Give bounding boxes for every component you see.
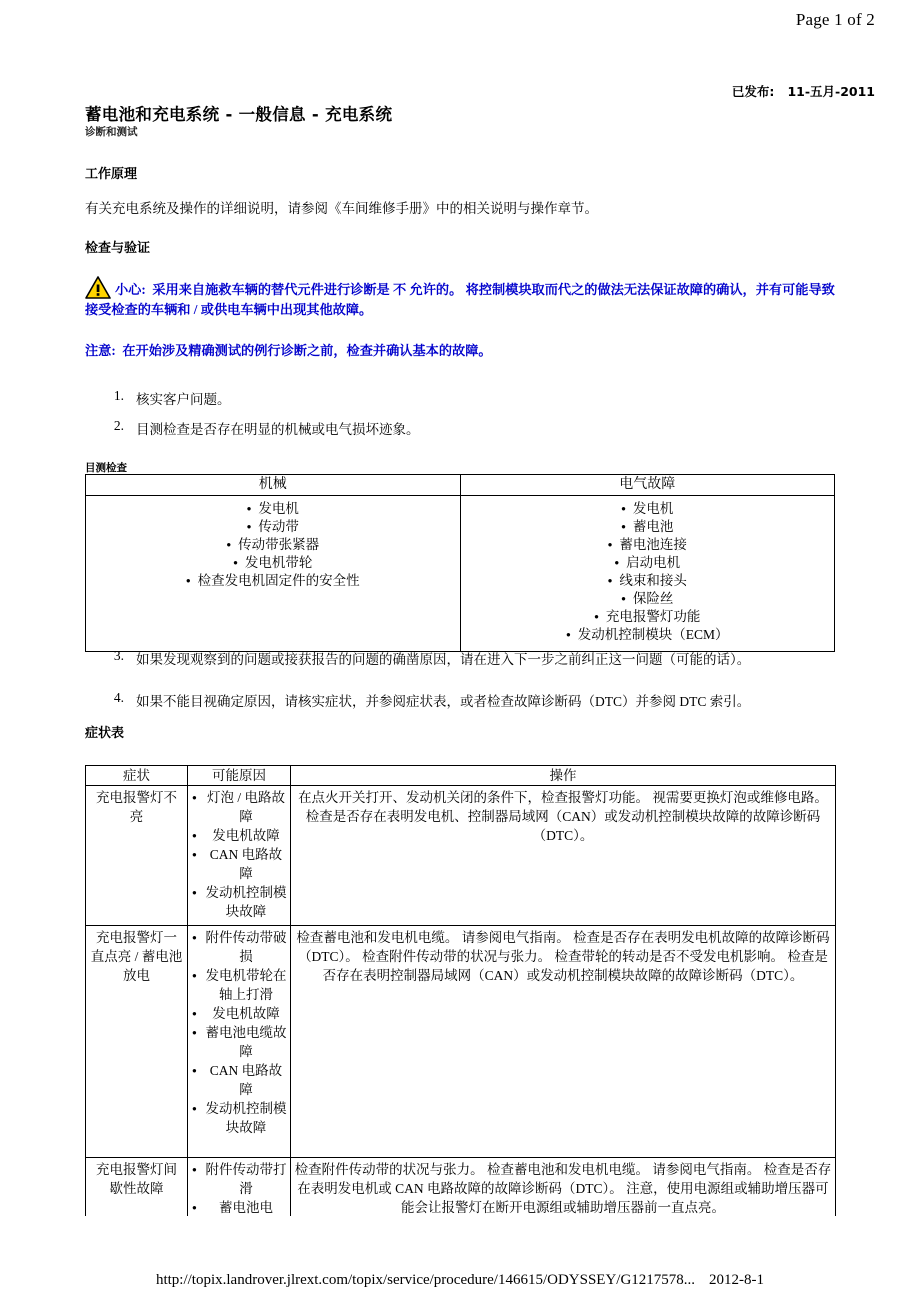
section-heading-principle: 工作原理 — [85, 167, 138, 182]
symptom-chart-table — [85, 765, 836, 1258]
list-item: ● 蓄电池连接 — [461, 536, 835, 554]
step-text: 如果不能目视确定原因，请核实症状，并参阅症状表，或者检查故障诊断码（DTC）并参阅 DTC 索引。 — [136, 694, 751, 709]
table-header-row — [86, 766, 836, 786]
table-header-row — [86, 475, 835, 496]
list-item: ● 发动机控制模块故障 — [190, 1099, 288, 1137]
published-date — [732, 82, 875, 100]
step-text: 核实客户问题。 — [136, 392, 231, 407]
list-item: ● 附件传动带破损 — [190, 928, 288, 966]
causes-list — [190, 788, 288, 921]
list-item: ● 发电机带轮在轴上打滑 — [190, 966, 288, 1004]
section-text-principle: 有关充电系统及操作的详细说明，请参阅《车间维修手册》中的相关说明与操作章节。 — [85, 201, 598, 216]
table-row — [86, 786, 836, 926]
list-item: ● 发电机故障 — [190, 826, 288, 845]
step-item — [100, 648, 750, 668]
page-number: Page 1 of 2 — [795, 10, 875, 29]
note-label: 注意: — [85, 343, 116, 358]
step-number: 1. — [113, 388, 124, 403]
list-item: ● 发电机故障 — [190, 1004, 288, 1023]
list-item: ● 检查发电机固定件的安全性 — [86, 572, 460, 590]
footer-url: http://topix.landrover.jlrext.com/topix/service/procedure/146615/ODYSSEY/G1217578... — [155, 1272, 696, 1288]
column-header-mechanical: 机械 — [86, 475, 461, 496]
published-label: 已发布: — [731, 84, 775, 99]
symptom-cell: 充电报警灯间歇性故障 — [86, 1158, 188, 1258]
footer-date: 2012-8-1 — [709, 1272, 765, 1288]
list-item: ● 启动电机 — [461, 554, 835, 572]
action-cell: 检查蓄电池和发电机电缆。 请参阅电气指南。 检查是否存在表明发电机故障的故障诊断码（DTC）。 检查附件传动带的状况与张力。 检查带轮的转动是否不受发电机影响。 检查是否存在表明控制器局域网（CAN）或发动机控制模块故障的故障诊断码（DTC）。 — [291, 926, 836, 1158]
symptom-cell: 充电报警灯不亮 — [86, 786, 188, 926]
action-cell: 在点火开关打开、发动机关闭的条件下，检查报警灯功能。 视需要更换灯泡或维修电路。 检查是否存在表明发电机、控制器局域网（CAN）或发动机控制模块故障的故障诊断码（DTC）。 — [291, 786, 836, 926]
electrical-list — [461, 500, 835, 644]
action-cell: 检查附件传动带的状况与张力。 检查蓄电池和发电机电缆。 请参阅电气指南。 检查是否存在表明发电机或 CAN 电路故障的故障诊断码（DTC）。 注意，使用电源组或辅助增压器可能会让报警灯在断开电源组或辅助增压器前一直点亮。 — [291, 1158, 836, 1258]
list-item: ● 蓄电池电缆故障 — [190, 1023, 288, 1061]
causes-cell — [188, 926, 291, 1158]
list-item: ● 保险丝 — [461, 590, 835, 608]
step-item — [100, 418, 420, 438]
column-header-symptom: 症状 — [86, 766, 188, 786]
section-heading-inspection: 检查与验证 — [85, 241, 151, 256]
list-item: ● 传动带张紧器 — [86, 536, 460, 554]
electrical-cell — [460, 496, 835, 652]
list-item: ● 发电机 — [86, 500, 460, 518]
causes-list — [190, 928, 288, 1137]
list-item: ● 附件传动带打滑 — [190, 1160, 288, 1198]
visual-inspection-caption: 目测检查 — [85, 462, 127, 474]
causes-cell — [188, 786, 291, 926]
table-row — [86, 926, 836, 1158]
caution-text: 采用来自施救车辆的替代元件进行诊断是 不 允许的。 将控制模块取而代之的做法无法保证故障的确认，并有可能导致接受检查的车辆和 / 或供电车辆中出现其他故障。 — [85, 282, 835, 317]
column-header-possible-cause: 可能原因 — [188, 766, 291, 786]
symptom-cell: 充电报警灯一直点亮 / 蓄电池放电 — [86, 926, 188, 1158]
step-text: 目测检查是否存在明显的机械或电气损坏迹象。 — [136, 422, 420, 437]
column-header-action: 操作 — [291, 766, 836, 786]
visual-inspection-table — [85, 474, 835, 652]
page-footer — [0, 1272, 920, 1289]
step-number: 4. — [113, 690, 124, 705]
mechanical-cell — [86, 496, 461, 652]
list-item: ● 线束和接头 — [461, 572, 835, 590]
caution-label: 小心: — [115, 282, 146, 297]
section-heading-symptom-chart: 症状表 — [85, 726, 125, 741]
list-item: ● 发动机控制模块故障 — [190, 883, 288, 921]
list-item: ● 发电机 — [461, 500, 835, 518]
step-text: 如果发现观察到的问题或接获报告的问题的确凿原因，请在进入下一步之前纠正这一问题（可能的话）。 — [136, 652, 751, 667]
mechanical-list — [86, 500, 460, 590]
caution-block — [85, 276, 837, 320]
list-item: ● 发电机带轮 — [86, 554, 460, 572]
list-item: ● 蓄电池电 — [190, 1198, 288, 1217]
list-item: ● 发动机控制模块（ECM） — [461, 626, 835, 644]
page-title: 蓄电池和充电系统 - 一般信息 - 充电系统 — [85, 105, 393, 124]
list-item: ● CAN 电路故障 — [190, 845, 288, 883]
list-item: ● 灯泡 / 电路故障 — [190, 788, 288, 826]
list-item: ● CAN 电路故障 — [190, 1061, 288, 1099]
step-number: 2. — [113, 418, 124, 433]
causes-list — [190, 1160, 288, 1217]
table-row — [86, 496, 835, 652]
list-item: ● 充电报警灯功能 — [461, 608, 835, 626]
column-header-electrical: 电气故障 — [460, 475, 835, 496]
page-break-mask — [0, 1216, 920, 1266]
note-block — [85, 341, 837, 361]
step-item — [100, 690, 750, 710]
list-item: ● 传动带 — [86, 518, 460, 536]
list-item: ● 蓄电池 — [461, 518, 835, 536]
warning-triangle-icon — [85, 276, 112, 299]
step-item — [100, 388, 231, 408]
published-value: 11-五月-2011 — [787, 84, 875, 99]
page-subtitle: 诊断和测试 — [85, 126, 138, 138]
step-number: 3. — [113, 648, 124, 663]
note-text: 在开始涉及精确测试的例行诊断之前，检查并确认基本的故障。 — [122, 343, 492, 358]
